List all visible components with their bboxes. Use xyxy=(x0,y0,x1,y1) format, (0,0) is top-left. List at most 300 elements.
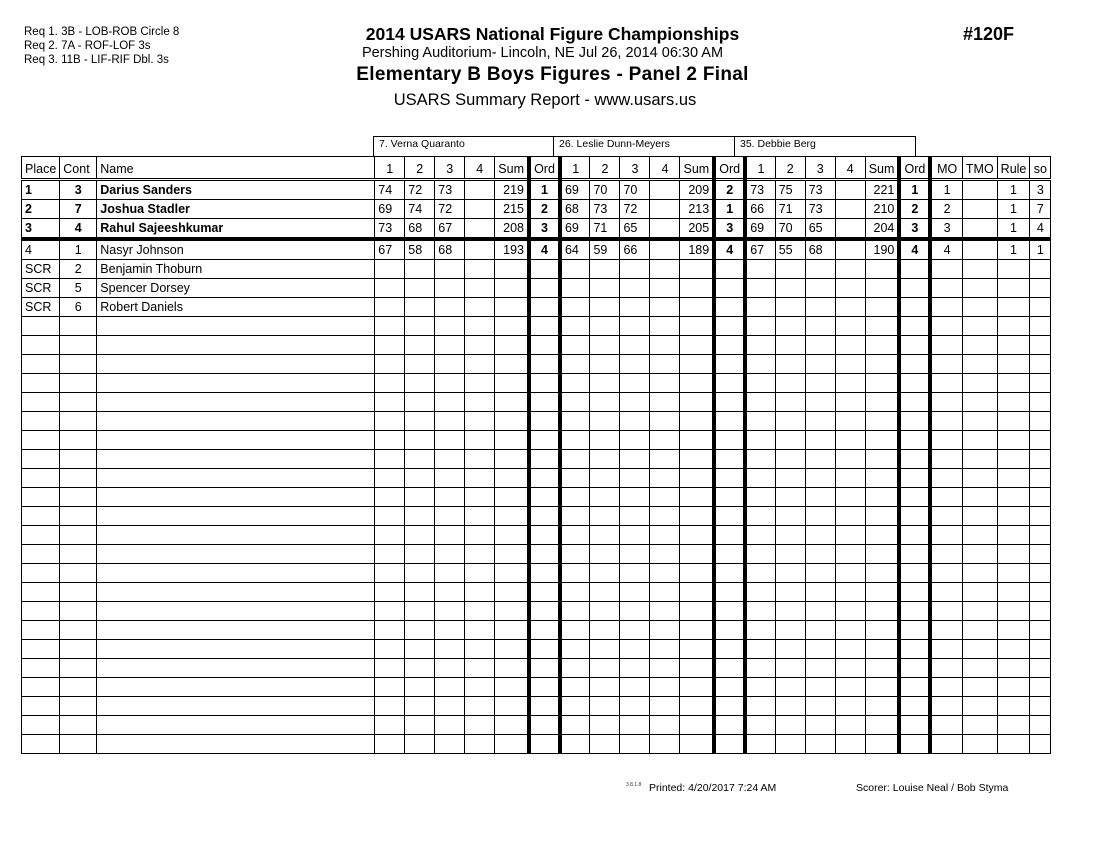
score-cell xyxy=(650,317,680,336)
score-cell xyxy=(899,336,930,355)
score-cell xyxy=(714,621,745,640)
score-cell xyxy=(620,374,650,393)
score-cell xyxy=(495,659,529,678)
score-cell: 66 xyxy=(745,200,775,219)
score-cell xyxy=(835,678,865,697)
score-cell: 66 xyxy=(620,239,650,260)
name-cell xyxy=(97,716,375,735)
score-cell xyxy=(680,564,714,583)
name-cell xyxy=(97,431,375,450)
ord-cell xyxy=(899,298,930,317)
score-cell xyxy=(435,545,465,564)
rule-cell xyxy=(997,716,1030,735)
score-cell xyxy=(435,469,465,488)
sum-cell: 209 xyxy=(680,180,714,200)
score-cell xyxy=(465,336,495,355)
cont-cell xyxy=(60,697,97,716)
score-cell xyxy=(620,697,650,716)
score-cell xyxy=(899,469,930,488)
score-cell xyxy=(375,735,405,754)
score-cell xyxy=(590,298,620,317)
tmo-cell xyxy=(962,412,997,431)
score-cell xyxy=(805,602,835,621)
name-cell: Benjamin Thoburn xyxy=(97,260,375,279)
cont-cell: 5 xyxy=(60,279,97,298)
score-cell xyxy=(560,583,590,602)
sum-cell: 190 xyxy=(865,239,899,260)
score-cell xyxy=(590,716,620,735)
tmo-cell xyxy=(962,526,997,545)
score-cell xyxy=(375,678,405,697)
score-cell xyxy=(865,317,899,336)
score-cell xyxy=(714,697,745,716)
ord-cell xyxy=(714,260,745,279)
score-cell xyxy=(805,336,835,355)
score-cell xyxy=(714,355,745,374)
score-cell xyxy=(714,431,745,450)
empty-row xyxy=(22,393,1051,412)
place-cell xyxy=(22,507,60,526)
score-cell xyxy=(745,355,775,374)
score-cell xyxy=(375,621,405,640)
score-cell xyxy=(590,697,620,716)
place-cell xyxy=(22,336,60,355)
score-cell xyxy=(714,412,745,431)
cont-cell xyxy=(60,564,97,583)
score-cell xyxy=(375,317,405,336)
place-cell xyxy=(22,393,60,412)
score-cell xyxy=(899,450,930,469)
score-cell xyxy=(465,412,495,431)
score-cell xyxy=(805,716,835,735)
score-cell xyxy=(495,735,529,754)
score-cell xyxy=(805,317,835,336)
score-cell xyxy=(590,469,620,488)
score-cell xyxy=(435,640,465,659)
table-row xyxy=(22,260,1051,279)
score-cell xyxy=(529,583,560,602)
score-cell xyxy=(899,393,930,412)
score-cell xyxy=(375,393,405,412)
col-header-j2-ord: Ord xyxy=(714,157,745,180)
score-cell xyxy=(865,545,899,564)
score-cell xyxy=(714,583,745,602)
score-cell xyxy=(865,735,899,754)
so-cell xyxy=(1030,355,1051,374)
tmo-cell xyxy=(962,393,997,412)
cont-cell: 4 xyxy=(60,219,97,240)
score-cell: 71 xyxy=(590,219,620,240)
score-cell xyxy=(835,317,865,336)
score-cell xyxy=(650,219,680,240)
score-cell xyxy=(375,602,405,621)
place-cell: SCR xyxy=(22,298,60,317)
mo-cell: 4 xyxy=(930,239,962,260)
score-cell xyxy=(495,469,529,488)
mo-cell xyxy=(930,260,962,279)
score-cell xyxy=(435,678,465,697)
score-cell xyxy=(529,469,560,488)
score-cell xyxy=(865,355,899,374)
score-cell xyxy=(899,374,930,393)
score-cell xyxy=(680,374,714,393)
rule-cell: 1 xyxy=(997,180,1030,200)
so-cell xyxy=(1030,431,1051,450)
empty-row xyxy=(22,336,1051,355)
empty-row xyxy=(22,602,1051,621)
score-cell xyxy=(435,602,465,621)
score-cell xyxy=(590,735,620,754)
so-cell xyxy=(1030,317,1051,336)
score-cell xyxy=(560,336,590,355)
score-cell xyxy=(775,317,805,336)
score-cell xyxy=(650,583,680,602)
so-cell xyxy=(1030,659,1051,678)
score-cell xyxy=(465,279,495,298)
name-cell xyxy=(97,640,375,659)
score-cell xyxy=(835,260,865,279)
score-cell xyxy=(745,545,775,564)
ord-cell: 1 xyxy=(714,200,745,219)
score-cell xyxy=(650,507,680,526)
name-cell xyxy=(97,374,375,393)
tmo-cell xyxy=(962,507,997,526)
cont-cell xyxy=(60,583,97,602)
tmo-cell xyxy=(962,735,997,754)
place-cell: SCR xyxy=(22,279,60,298)
ord-cell: 3 xyxy=(899,219,930,240)
so-cell xyxy=(1030,450,1051,469)
score-cell xyxy=(865,507,899,526)
score-cell xyxy=(680,507,714,526)
score-cell xyxy=(745,716,775,735)
so-cell xyxy=(1030,602,1051,621)
score-cell xyxy=(465,431,495,450)
score-cell xyxy=(680,393,714,412)
score-cell xyxy=(465,640,495,659)
name-cell xyxy=(97,697,375,716)
so-cell xyxy=(1030,640,1051,659)
mo-cell: 3 xyxy=(930,219,962,240)
score-cell xyxy=(465,469,495,488)
place-cell xyxy=(22,526,60,545)
name-cell xyxy=(97,450,375,469)
sum-cell: 221 xyxy=(865,180,899,200)
score-cell xyxy=(835,298,865,317)
score-cell xyxy=(680,545,714,564)
score-cell xyxy=(620,393,650,412)
score-cell xyxy=(805,488,835,507)
col-header-j3-fig4: 4 xyxy=(835,157,865,180)
score-cell: 69 xyxy=(560,219,590,240)
score-cell xyxy=(620,355,650,374)
score-cell xyxy=(680,621,714,640)
score-cell: 72 xyxy=(405,180,435,200)
score-cell xyxy=(835,507,865,526)
mo-cell xyxy=(930,716,962,735)
score-cell xyxy=(714,659,745,678)
tmo-cell xyxy=(962,279,997,298)
score-cell xyxy=(714,640,745,659)
score-cell xyxy=(745,488,775,507)
score-cell xyxy=(495,317,529,336)
score-cell xyxy=(835,469,865,488)
score-cell xyxy=(435,374,465,393)
sum-cell: 204 xyxy=(865,219,899,240)
score-cell xyxy=(560,659,590,678)
score-cell xyxy=(865,469,899,488)
cont-cell: 3 xyxy=(60,180,97,200)
score-cell xyxy=(680,355,714,374)
score-cell xyxy=(714,393,745,412)
score-cell xyxy=(745,678,775,697)
col-header-so: so xyxy=(1030,157,1051,180)
so-cell xyxy=(1030,298,1051,317)
tmo-cell xyxy=(962,200,997,219)
score-cell xyxy=(405,735,435,754)
score-cell xyxy=(435,279,465,298)
empty-row xyxy=(22,640,1051,659)
cont-cell xyxy=(60,374,97,393)
mo-cell xyxy=(930,583,962,602)
score-cell xyxy=(899,355,930,374)
score-cell xyxy=(714,374,745,393)
col-header-j1-fig4: 4 xyxy=(465,157,495,180)
score-cell xyxy=(835,488,865,507)
score-cell xyxy=(650,374,680,393)
sum-cell: 219 xyxy=(495,180,529,200)
score-cell xyxy=(745,298,775,317)
place-cell xyxy=(22,659,60,678)
score-cell xyxy=(745,412,775,431)
score-cell xyxy=(865,374,899,393)
place-cell: 3 xyxy=(22,219,60,240)
place-cell xyxy=(22,678,60,697)
score-cell xyxy=(680,526,714,545)
empty-row xyxy=(22,507,1051,526)
score-cell xyxy=(529,659,560,678)
score-cell xyxy=(650,697,680,716)
score-cell xyxy=(775,279,805,298)
score-cell xyxy=(560,317,590,336)
score-cell xyxy=(435,564,465,583)
score-cell xyxy=(560,279,590,298)
name-cell xyxy=(97,488,375,507)
tmo-cell xyxy=(962,298,997,317)
score-cell xyxy=(620,526,650,545)
score-cell xyxy=(775,374,805,393)
sum-cell xyxy=(865,298,899,317)
score-cell xyxy=(590,374,620,393)
place-cell xyxy=(22,697,60,716)
cont-cell xyxy=(60,469,97,488)
name-cell xyxy=(97,393,375,412)
score-cell xyxy=(465,355,495,374)
empty-row xyxy=(22,716,1051,735)
score-cell xyxy=(650,393,680,412)
score-cell: 68 xyxy=(435,239,465,260)
score-cell xyxy=(775,450,805,469)
col-header-j2-fig4: 4 xyxy=(650,157,680,180)
judge-header-1: 7. Verna Quaranto xyxy=(373,136,554,156)
place-cell xyxy=(22,412,60,431)
score-cell xyxy=(375,507,405,526)
score-cell xyxy=(714,450,745,469)
mo-cell xyxy=(930,488,962,507)
score-cell xyxy=(495,431,529,450)
score-cell xyxy=(620,583,650,602)
cont-cell xyxy=(60,507,97,526)
score-cell xyxy=(805,374,835,393)
score-cell xyxy=(495,412,529,431)
score-cell xyxy=(835,239,865,260)
score-cell xyxy=(775,545,805,564)
score-cell xyxy=(899,564,930,583)
cont-cell xyxy=(60,450,97,469)
score-cell xyxy=(865,697,899,716)
score-cell xyxy=(805,298,835,317)
rule-cell xyxy=(997,298,1030,317)
score-cell xyxy=(745,336,775,355)
score-cell xyxy=(560,621,590,640)
score-cell xyxy=(590,393,620,412)
score-cell xyxy=(560,412,590,431)
rule-cell xyxy=(997,659,1030,678)
score-cell xyxy=(805,393,835,412)
ord-cell: 3 xyxy=(714,219,745,240)
score-cell xyxy=(375,355,405,374)
score-cell xyxy=(899,678,930,697)
score-cell xyxy=(899,412,930,431)
name-cell: Nasyr Johnson xyxy=(97,239,375,260)
name-cell xyxy=(97,507,375,526)
score-cell xyxy=(745,735,775,754)
score-cell xyxy=(775,583,805,602)
tmo-cell xyxy=(962,640,997,659)
score-cell xyxy=(465,260,495,279)
score-cell xyxy=(590,279,620,298)
col-header-j2-sum: Sum xyxy=(680,157,714,180)
competition-title: 2014 USARS National Figure Championships xyxy=(365,24,740,44)
score-cell xyxy=(899,583,930,602)
score-cell xyxy=(745,640,775,659)
score-cell xyxy=(835,180,865,200)
score-cell xyxy=(495,545,529,564)
score-cell xyxy=(775,526,805,545)
score-cell xyxy=(590,545,620,564)
so-cell xyxy=(1030,526,1051,545)
score-cell xyxy=(529,545,560,564)
venue-datetime: Pershing Auditorium- Lincoln, NE Jul 26, 2014 06:30 AM xyxy=(361,45,724,61)
score-cell xyxy=(775,431,805,450)
score-cell xyxy=(620,602,650,621)
mo-cell xyxy=(930,336,962,355)
score-cell: 73 xyxy=(435,180,465,200)
score-cell xyxy=(529,393,560,412)
score-cell xyxy=(495,336,529,355)
score-cell: 55 xyxy=(775,239,805,260)
rule-cell xyxy=(997,393,1030,412)
score-cell xyxy=(745,526,775,545)
score-cell xyxy=(529,412,560,431)
score-cell: 67 xyxy=(375,239,405,260)
cont-cell xyxy=(60,545,97,564)
col-header-rule: Rule xyxy=(997,157,1030,180)
score-cell xyxy=(590,564,620,583)
place-cell xyxy=(22,374,60,393)
score-cell xyxy=(405,431,435,450)
score-cell xyxy=(680,469,714,488)
score-cell xyxy=(465,200,495,219)
score-cell xyxy=(650,678,680,697)
score-cell xyxy=(714,336,745,355)
score-cell xyxy=(805,564,835,583)
ord-cell: 4 xyxy=(899,239,930,260)
score-cell xyxy=(775,336,805,355)
rule-cell xyxy=(997,621,1030,640)
score-cell xyxy=(405,602,435,621)
score-cell xyxy=(835,564,865,583)
score-cell xyxy=(465,716,495,735)
score-cell xyxy=(560,469,590,488)
ord-cell xyxy=(714,298,745,317)
score-cell xyxy=(805,279,835,298)
score-cell: 69 xyxy=(560,180,590,200)
score-cell xyxy=(465,450,495,469)
ord-cell xyxy=(529,260,560,279)
score-cell xyxy=(835,450,865,469)
score-cell xyxy=(620,260,650,279)
score-cell xyxy=(775,659,805,678)
sum-cell xyxy=(680,279,714,298)
score-cell xyxy=(620,621,650,640)
score-cell xyxy=(495,488,529,507)
score-cell xyxy=(805,431,835,450)
ord-cell xyxy=(529,298,560,317)
ord-cell: 4 xyxy=(529,239,560,260)
score-cell xyxy=(465,488,495,507)
tmo-cell xyxy=(962,450,997,469)
score-cell xyxy=(375,526,405,545)
score-cell xyxy=(560,374,590,393)
score-cell xyxy=(835,659,865,678)
score-cell xyxy=(775,735,805,754)
printed-timestamp: Printed: 4/20/2017 7:24 AM xyxy=(649,782,777,794)
score-cell xyxy=(865,564,899,583)
score-cell xyxy=(899,431,930,450)
score-cell xyxy=(745,260,775,279)
score-cell xyxy=(465,678,495,697)
score-cell xyxy=(560,393,590,412)
score-cell xyxy=(435,355,465,374)
name-cell xyxy=(97,412,375,431)
so-cell xyxy=(1030,279,1051,298)
score-cell xyxy=(745,697,775,716)
score-cell xyxy=(775,697,805,716)
mo-cell xyxy=(930,298,962,317)
score-cell xyxy=(805,355,835,374)
col-header-j1-ord: Ord xyxy=(529,157,560,180)
score-cell xyxy=(590,640,620,659)
sum-cell xyxy=(680,260,714,279)
score-cell xyxy=(805,469,835,488)
score-cell xyxy=(745,602,775,621)
score-cell xyxy=(620,469,650,488)
col-header-j3-fig2: 2 xyxy=(775,157,805,180)
name-cell xyxy=(97,526,375,545)
empty-row xyxy=(22,545,1051,564)
col-header-tmo: TMO xyxy=(962,157,997,180)
